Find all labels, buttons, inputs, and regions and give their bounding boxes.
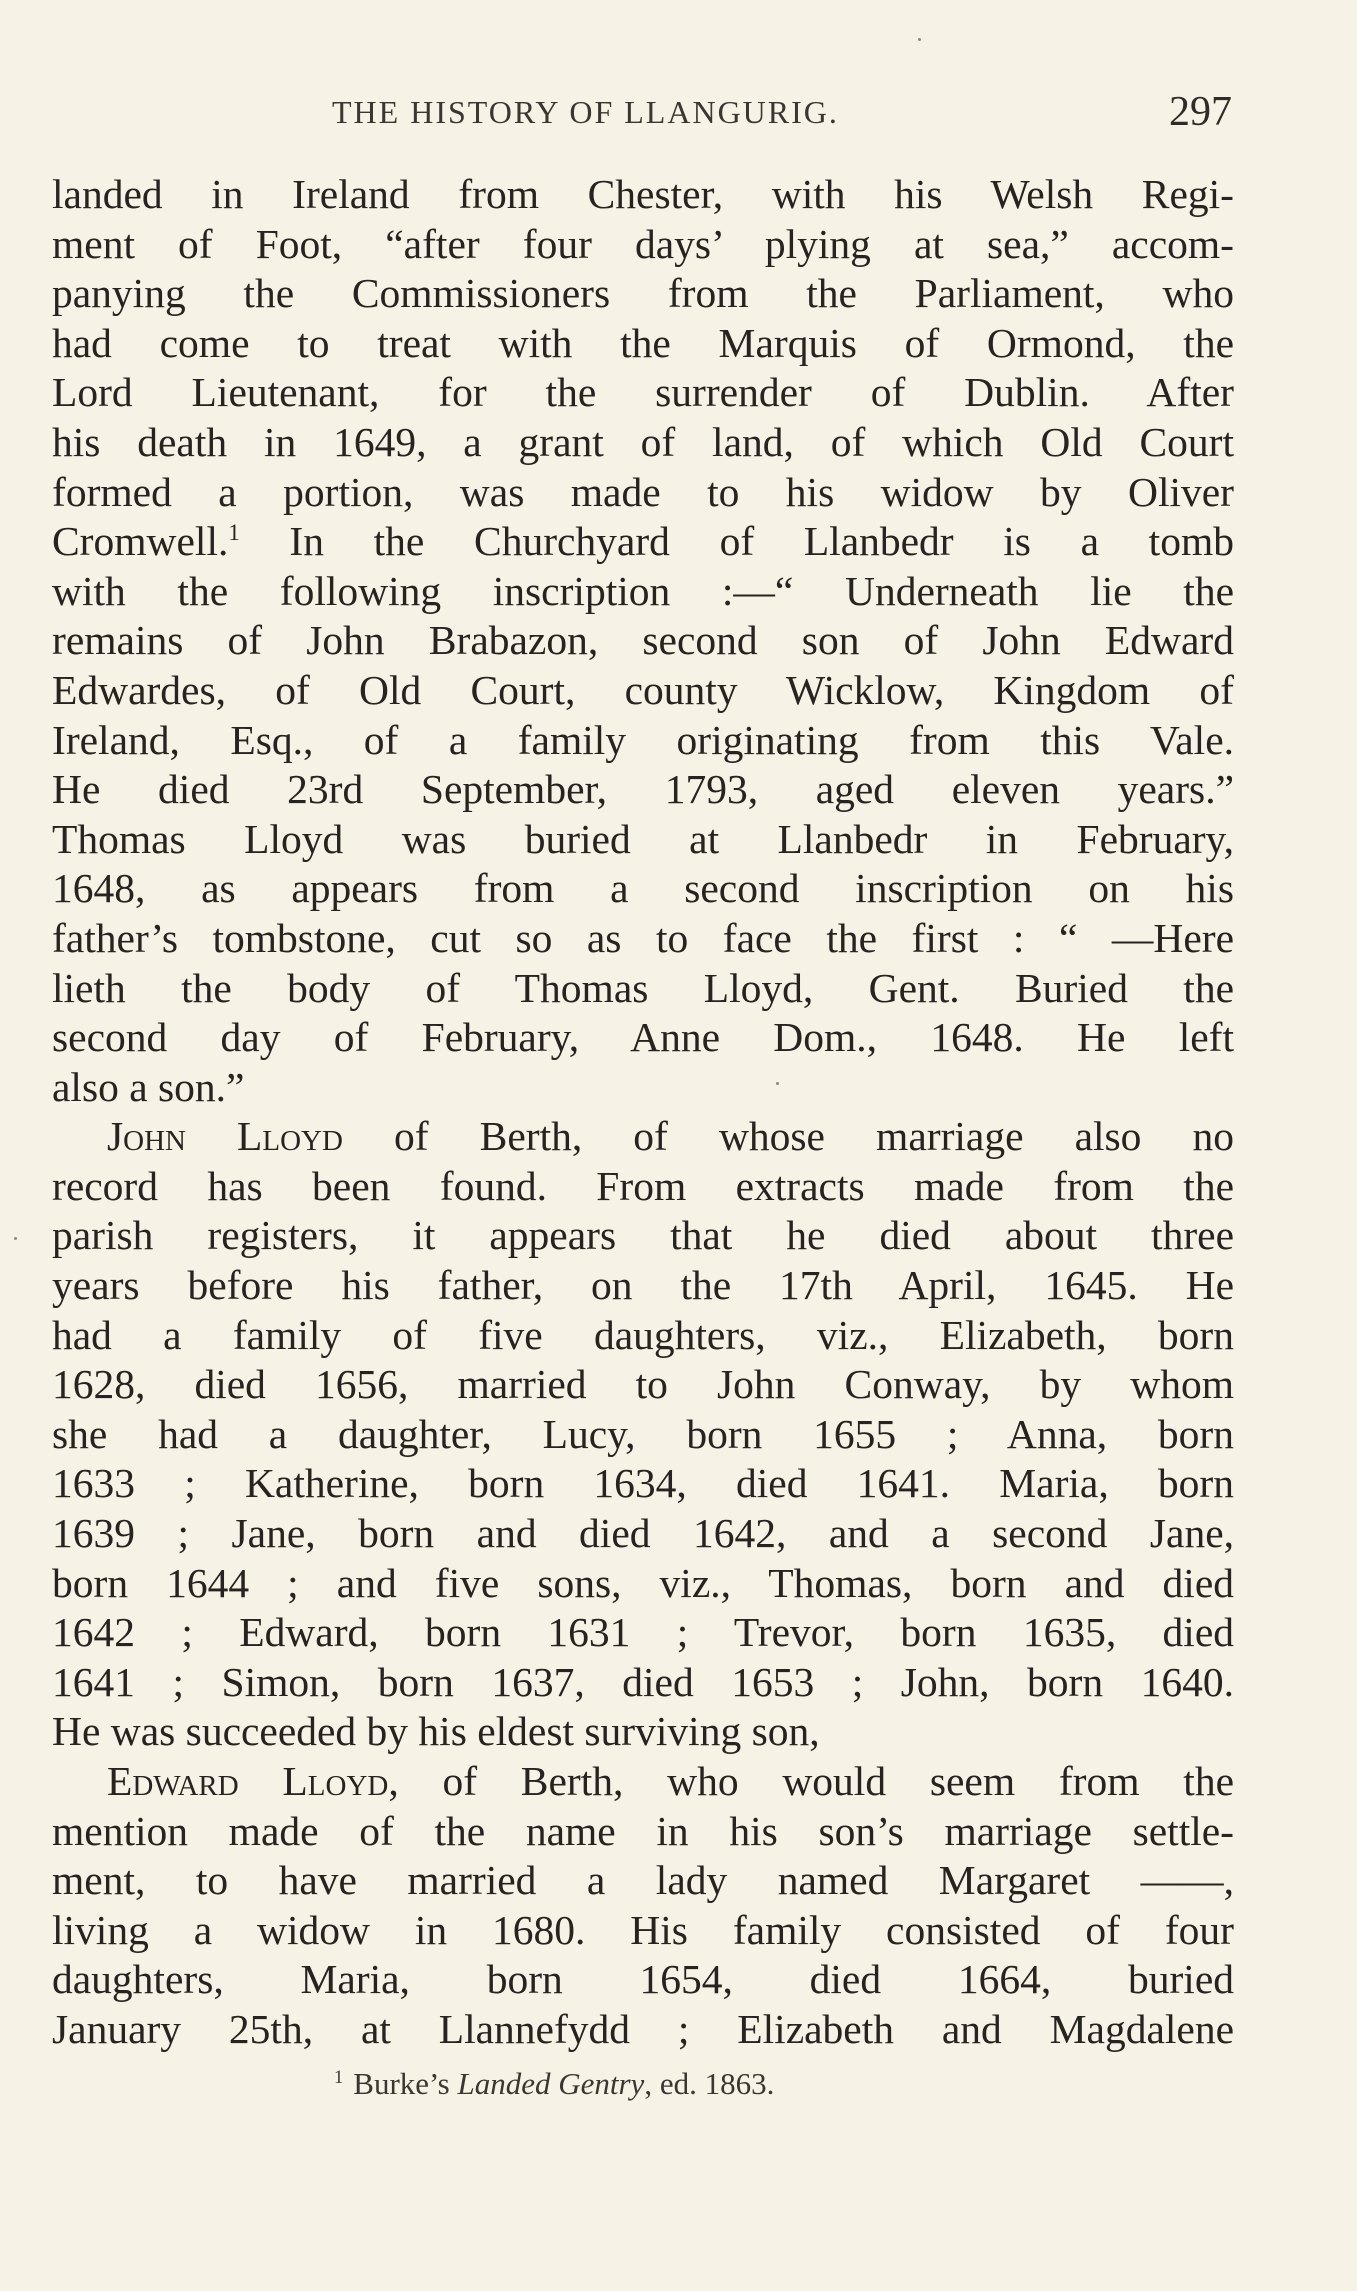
text-line: with the following inscription :—“ Underneath lie the: [52, 567, 1234, 614]
text-line: Lord Lieutenant, for the surrender of Dublin. After: [52, 369, 1234, 416]
text-line: panying the Commissioners from the Parliament, who: [52, 270, 1234, 317]
footnote-marker: 1: [334, 2066, 344, 2088]
text-line: ment of Foot, “after four days’ plying at sea,” accom-: [52, 220, 1234, 267]
paper-speck: [918, 38, 921, 41]
text-line: 1628, died 1656, married to John Conway, by whom: [52, 1361, 1234, 1408]
text-line: Edwardes, of Old Court, county Wicklow, Kingdom of: [52, 666, 1234, 713]
text-line: father’s tombstone, cut so as to face the first : “ —Here: [52, 914, 1234, 961]
text-line: [52, 1757, 1234, 1807]
text-line: she had a daughter, Lucy, born 1655 ; Anna, born: [52, 1410, 1234, 1457]
footnote-reference: 1: [228, 520, 240, 546]
text-line: living a widow in 1680. His family consisted of four: [52, 1906, 1234, 1953]
name-small-caps: John Lloyd: [107, 1113, 343, 1160]
text-line: 1633 ; Katherine, born 1634, died 1641. Maria, born: [52, 1460, 1234, 1507]
text-line: He was succeeded by his eldest surviving son,: [52, 1708, 820, 1755]
page-header: [52, 88, 1232, 148]
footnote-suffix: , ed. 1863.: [644, 2066, 775, 2101]
text-line: Ireland, Esq., of a family originating from this Vale.: [52, 716, 1234, 763]
text-line: [52, 1112, 1234, 1162]
text-line: second day of February, Anne Dom., 1648. He left: [52, 1014, 1234, 1061]
text-line: landed in Ireland from Chester, with his Welsh Regi-: [52, 171, 1234, 217]
text-line: had come to treat with the Marquis of Ormond, the: [52, 319, 1234, 366]
text-line: lieth the body of Thomas Lloyd, Gent. Buried the: [52, 964, 1234, 1011]
footnote-title: Landed Gentry: [457, 2066, 645, 2101]
text-line: He died 23rd September, 1793, aged eleven years.”: [52, 766, 1234, 813]
text-line: remains of John Brabazon, second son of John Edward: [52, 617, 1234, 664]
text-line: born 1644 ; and five sons, viz., Thomas, born and died: [52, 1559, 1234, 1606]
paper-speck: [14, 1237, 17, 1240]
text-line: 1639 ; Jane, born and died 1642, and a second Jane,: [52, 1510, 1234, 1557]
text-line: also a son.”: [52, 1063, 245, 1110]
text-line: 1641 ; Simon, born 1637, died 1653 ; John, born 1640.: [52, 1658, 1234, 1705]
text-line: his death in 1649, a grant of land, of which Old Court: [52, 418, 1234, 465]
page-number: 297: [1169, 89, 1232, 135]
text-line: years before his father, on the 17th April, 1645. He: [52, 1262, 1234, 1309]
name-small-caps: Edward Lloyd: [107, 1758, 389, 1804]
text-line: had a family of five daughters, viz., Elizabeth, born: [52, 1311, 1234, 1358]
body-text: [52, 170, 1234, 2055]
text-fragment: Cromwell.: [52, 518, 229, 565]
text-fragment: In the Churchyard of Llanbedr is a tomb: [239, 518, 1234, 565]
footnote-prefix: Burke’s: [353, 2066, 458, 2101]
text-line: Thomas Lloyd was buried at Llanbedr in February,: [52, 815, 1234, 862]
paper-speck: [776, 1082, 779, 1085]
text-line: record has been found. From extracts made from the: [52, 1162, 1234, 1209]
text-line: 1648, as appears from a second inscription on his: [52, 865, 1234, 912]
footnote: [334, 2066, 774, 2102]
text-line: ment, to have married a lady named Margaret ——,: [52, 1857, 1234, 1904]
text-line: 1642 ; Edward, born 1631 ; Trevor, born 1635, died: [52, 1609, 1234, 1656]
text-line: parish registers, it appears that he died about three: [52, 1212, 1234, 1259]
text-line: daughters, Maria, born 1654, died 1664, buried: [52, 1956, 1234, 2003]
text-fragment: , of Berth, who would seem from the: [388, 1758, 1234, 1804]
text-line: formed a portion, was made to his widow by Oliver: [52, 468, 1234, 515]
text-fragment: of Berth, of whose marriage also no: [342, 1113, 1234, 1160]
text-line: [52, 517, 1234, 567]
text-line: January 25th, at Llannefydd ; Elizabeth and Magdalene: [52, 2005, 1234, 2052]
text-line: mention made of the name in his son’s marriage settle-: [52, 1807, 1234, 1854]
running-title: THE HISTORY OF LLANGURIG.: [332, 94, 839, 130]
